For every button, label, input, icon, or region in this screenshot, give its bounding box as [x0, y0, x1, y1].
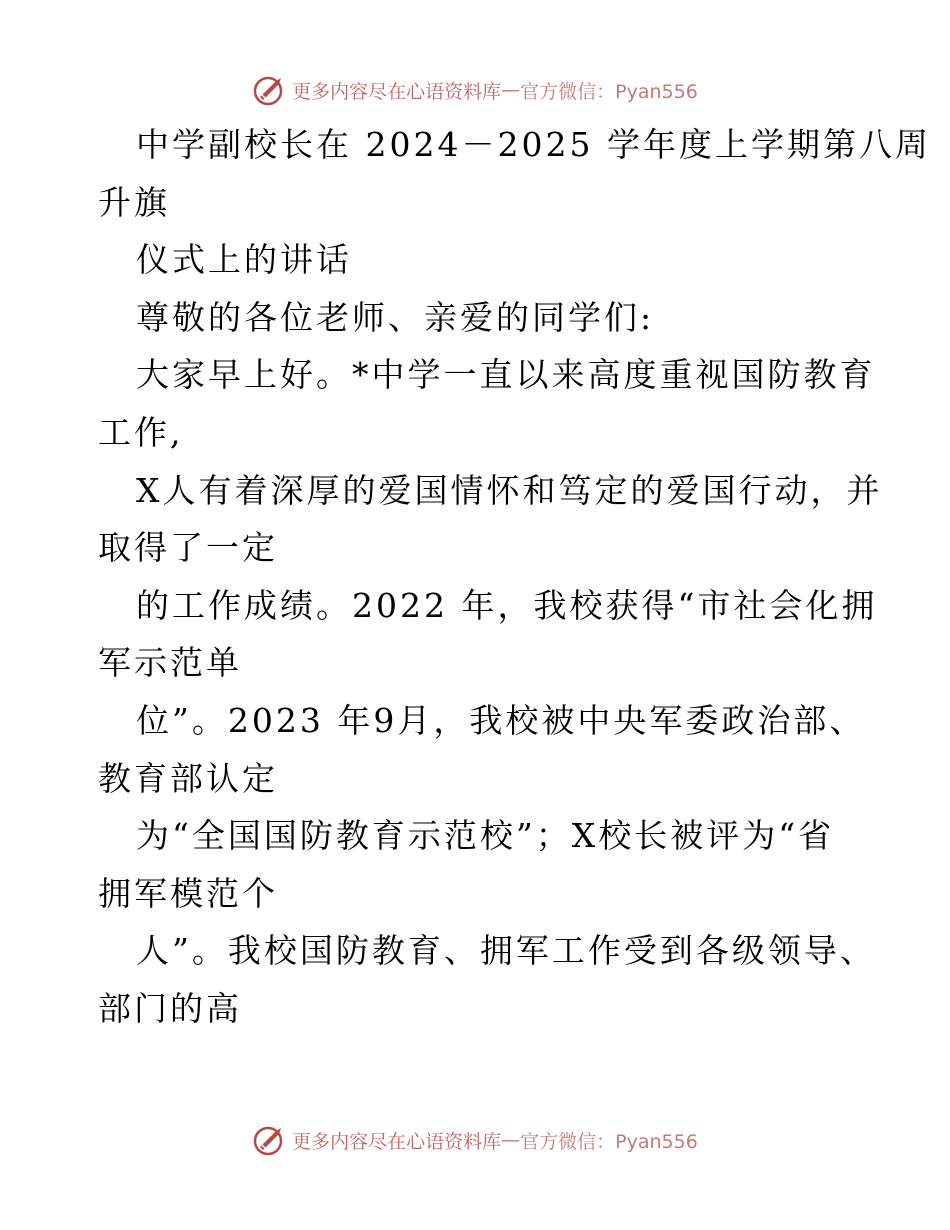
pen-logo-icon: [252, 1123, 288, 1157]
pen-logo-icon: [252, 73, 288, 107]
watermark-wechat-text: 官方微信：Pyan556: [520, 80, 698, 103]
document-line: 大家早上好。*中学一直以来高度重视国防教育: [136, 355, 876, 395]
header-watermark: [0, 70, 950, 110]
document-line: 的工作成绩。2022 年，我校获得“市社会化拥: [136, 585, 878, 625]
watermark-separator: —: [501, 1129, 521, 1151]
document-line: 工作,: [98, 413, 184, 452]
document-line: 部门的高: [98, 989, 242, 1028]
watermark-main-text: 更多内容尽在心语资料库: [292, 80, 502, 103]
document-line: 军示范单: [98, 643, 242, 683]
document-line: 人”。我校国防教育、拥军工作受到各级领导、: [136, 931, 876, 971]
document-line: 取得了一定: [98, 528, 278, 568]
document-line: 中学副校长在 2024－2025 学年度上学期第八周: [136, 125, 931, 164]
document-line: 教育部认定: [98, 758, 278, 798]
document-line: 拥军模范个: [98, 873, 278, 913]
footer-watermark: [0, 1120, 950, 1160]
document-line: 仪式上的讲话: [136, 240, 352, 280]
watermark-main-text: 更多内容尽在心语资料库: [292, 1130, 502, 1153]
document-line: 升旗: [98, 182, 170, 222]
watermark-wechat-text: 官方微信：Pyan556: [520, 1130, 698, 1153]
document-line: 位”。2023 年9月，我校被中央军委政治部、: [136, 701, 866, 740]
document-line: X人有着深厚的爱国情怀和笃定的爱国行动，并: [136, 470, 883, 510]
watermark-separator: —: [501, 79, 521, 101]
document-line: 尊敬的各位老师、亲爱的同学们:: [136, 297, 655, 337]
document-line: 为“全国国防教育示范校”；X校长被评为“省: [136, 816, 835, 856]
